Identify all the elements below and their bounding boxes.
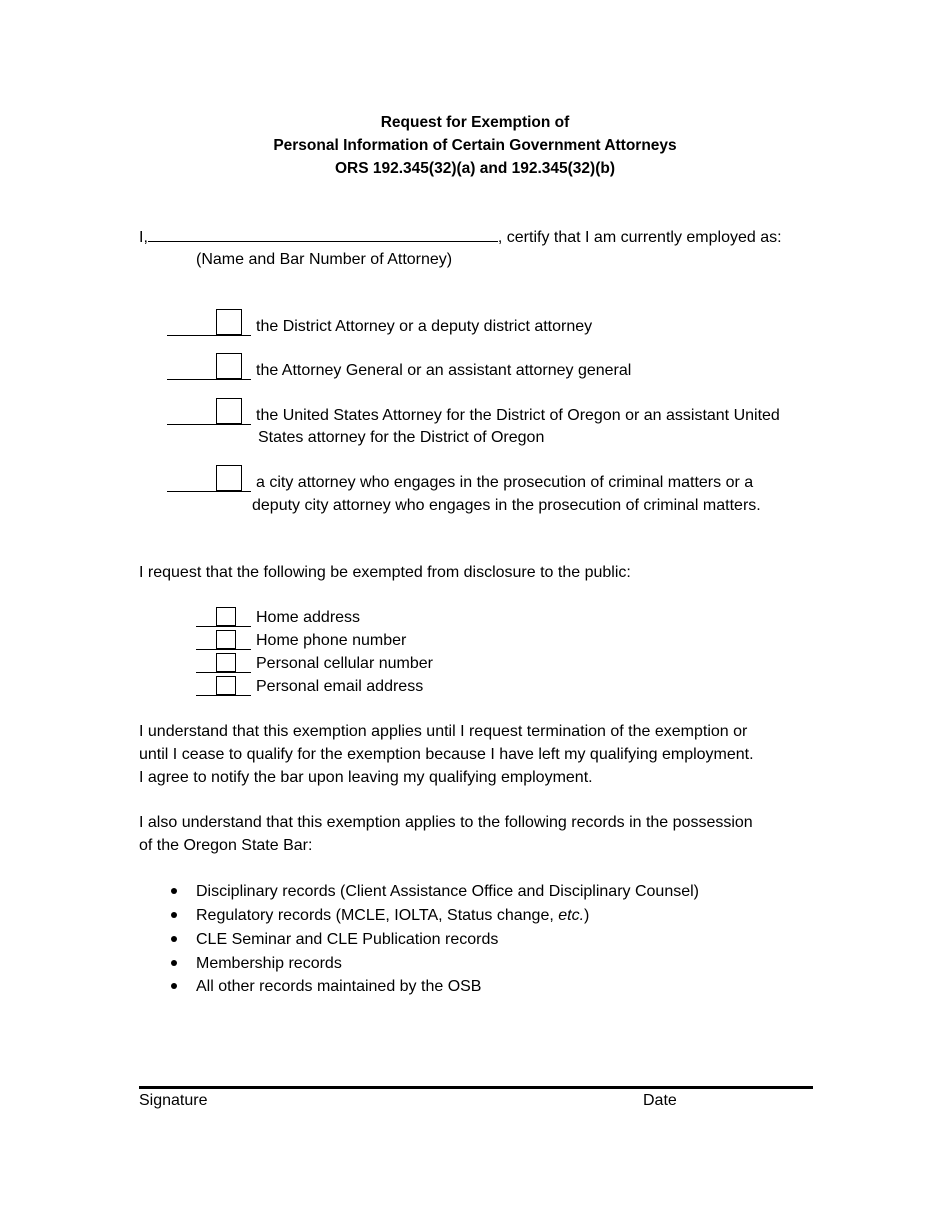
attorney-name-field[interactable] xyxy=(148,226,498,242)
certify-suffix: , certify that I am currently employed as: xyxy=(497,229,782,246)
item-line xyxy=(196,626,251,627)
option-district-attorney: the District Attorney or a deputy district attorney xyxy=(256,318,593,335)
signature-line[interactable] xyxy=(139,1086,813,1089)
option-us-attorney-cont: States attorney for the District of Oregon xyxy=(258,429,545,446)
checkbox-cellular[interactable] xyxy=(216,653,236,672)
bullet xyxy=(171,960,177,966)
record-disciplinary: Disciplinary records (Client Assistance Office and Disciplinary Counsel) xyxy=(196,883,700,900)
item-email: Personal email address xyxy=(256,678,424,695)
bullet xyxy=(171,888,177,894)
option-line xyxy=(167,491,251,492)
option-city-attorney-cont: deputy city attorney who engages in the prosecution of criminal matters. xyxy=(252,497,761,514)
understanding-line-1: I understand that this exemption applies until I request termination of the exemption or xyxy=(139,723,748,740)
item-line xyxy=(196,695,251,696)
option-us-attorney: the United States Attorney for the District of Oregon or an assistant United xyxy=(256,407,780,424)
option-line xyxy=(167,379,251,380)
option-attorney-general: the Attorney General or an assistant attorney general xyxy=(256,362,632,379)
checkbox-attorney-general[interactable] xyxy=(216,353,242,379)
item-line xyxy=(196,672,251,673)
option-line xyxy=(167,335,251,336)
checkbox-home-address[interactable] xyxy=(216,607,236,626)
form-title: Request for Exemption of xyxy=(380,114,570,131)
item-home-phone: Home phone number xyxy=(256,632,407,649)
record-regulatory xyxy=(196,905,589,927)
checkbox-home-phone[interactable] xyxy=(216,630,236,649)
bullet xyxy=(171,912,177,918)
record-regulatory-text: Regulatory records (MCLE, IOLTA, Status change, xyxy=(196,907,559,924)
record-cle: CLE Seminar and CLE Publication records xyxy=(196,931,499,948)
checkbox-district-attorney[interactable] xyxy=(216,309,242,335)
item-cellular: Personal cellular number xyxy=(256,655,433,672)
checkbox-us-attorney[interactable] xyxy=(216,398,242,424)
date-label: Date xyxy=(643,1092,677,1109)
record-regulatory-etc: etc. xyxy=(558,907,585,924)
records-intro-1: I also understand that this exemption applies to the following records in the possession xyxy=(139,814,753,831)
certify-prefix: I, xyxy=(139,229,148,246)
option-line xyxy=(167,424,251,425)
records-intro-2: of the Oregon State Bar: xyxy=(139,837,313,854)
item-home-address: Home address xyxy=(256,609,361,626)
statute-reference: ORS 192.345(32)(a) and 192.345(32)(b) xyxy=(335,160,615,177)
bullet xyxy=(171,936,177,942)
checkbox-city-attorney[interactable] xyxy=(216,465,242,491)
option-city-attorney: a city attorney who engages in the prosecution of criminal matters or a xyxy=(256,474,754,491)
signature-label: Signature xyxy=(139,1092,208,1109)
bullet xyxy=(171,983,177,989)
certify-statement xyxy=(139,226,782,249)
record-membership: Membership records xyxy=(196,955,342,972)
understanding-line-2: until I cease to qualify for the exemption because I have left my qualifying employment. xyxy=(139,746,754,763)
request-intro: I request that the following be exempted from disclosure to the public: xyxy=(139,564,631,581)
understanding-line-3: I agree to notify the bar upon leaving my qualifying employment. xyxy=(139,769,593,786)
checkbox-email[interactable] xyxy=(216,676,236,695)
record-regulatory-close: ) xyxy=(584,907,590,924)
form-subtitle: Personal Information of Certain Government Attorneys xyxy=(273,137,677,154)
record-other: All other records maintained by the OSB xyxy=(196,978,482,995)
item-line xyxy=(196,649,251,650)
name-caption: (Name and Bar Number of Attorney) xyxy=(196,251,453,268)
